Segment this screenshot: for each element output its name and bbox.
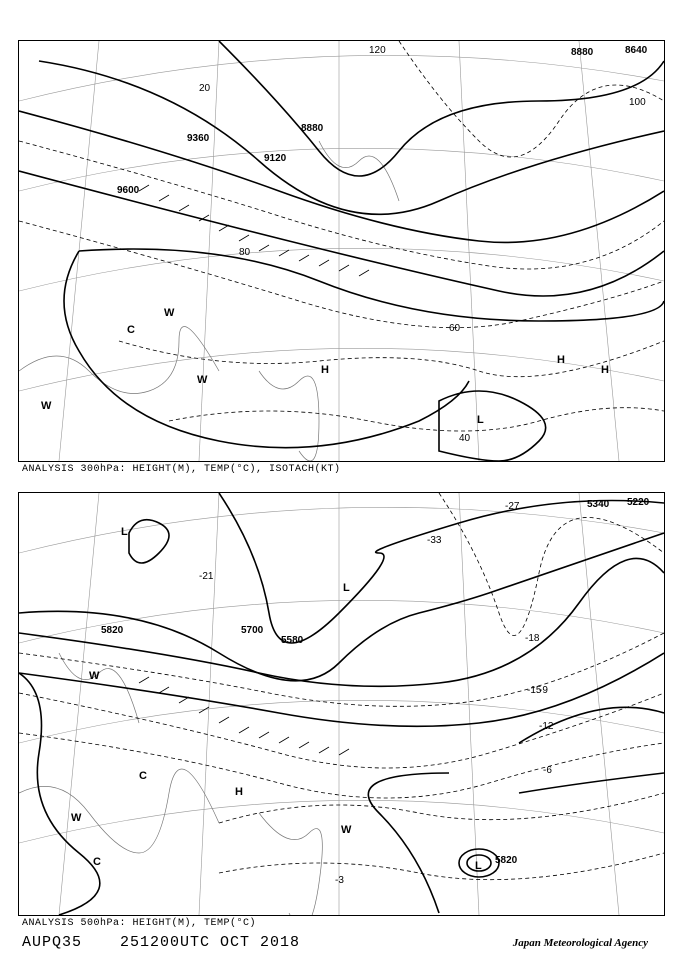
pressure-center: L: [121, 526, 128, 538]
caption-300hpa: ANALYSIS 300hPa: HEIGHT(M), TEMP(°C), ISOTACH(KT): [22, 464, 341, 475]
valid-time: 251200UTC OCT 2018: [120, 934, 301, 951]
pressure-center: C: [127, 324, 135, 336]
chart-code: AUPQ35: [22, 934, 83, 951]
pressure-center: L: [477, 414, 484, 426]
contour-label: 9360: [187, 133, 210, 144]
isotherm-label: -15: [527, 685, 542, 696]
coastline: [19, 653, 322, 915]
isotherm-label: -18: [525, 633, 540, 644]
chart-identifier: [22, 934, 328, 951]
isotach-label: 40: [459, 433, 471, 444]
contour-label: 5340: [587, 499, 610, 510]
contour-label: 9600: [117, 185, 140, 196]
isotach-label: 20: [199, 83, 211, 94]
pressure-center: W: [197, 374, 208, 386]
pressure-center: L: [343, 582, 350, 594]
map-300hpa: [18, 40, 665, 462]
isotach-label: 80: [239, 247, 251, 258]
map-300hpa-svg: [19, 41, 664, 461]
contour-label: 8880: [571, 47, 594, 58]
wind-barbs: [139, 677, 349, 755]
graticule: [19, 41, 664, 461]
map-500hpa-svg: [19, 493, 664, 915]
pressure-center: W: [164, 307, 175, 319]
contour-label: 5220: [627, 497, 650, 508]
height-contours: [19, 493, 664, 915]
caption-500hpa: ANALYSIS 500hPa: HEIGHT(M), TEMP(°C): [22, 918, 257, 929]
pressure-center: H: [235, 786, 243, 798]
pressure-center: W: [71, 812, 82, 824]
isotach-label: 120: [369, 45, 386, 56]
pressure-center: L: [475, 860, 482, 872]
isotherm-label: -33: [427, 535, 442, 546]
contour-label: 8640: [625, 45, 648, 56]
pressure-center: C: [139, 770, 147, 782]
pressure-center: H: [557, 354, 565, 366]
pressure-center: W: [41, 400, 52, 412]
contour-label: 8880: [301, 123, 324, 134]
height-contours: [19, 41, 664, 461]
isotherm-label: -27: [505, 501, 520, 512]
isotherm-label: -12: [539, 721, 554, 732]
contour-label: 9120: [264, 153, 287, 164]
isotherm-label: -3: [335, 875, 344, 886]
pressure-center: W: [89, 670, 100, 682]
isotherm-label: -9: [539, 685, 548, 696]
pressure-center: W: [341, 824, 352, 836]
contour-label: 5820: [495, 855, 518, 866]
isotherm-label: -6: [543, 765, 552, 776]
agency-name: Japan Meteorological Agency: [512, 937, 648, 949]
pressure-center: H: [601, 364, 609, 376]
contour-label: 5700: [241, 625, 264, 636]
wind-barbs: [139, 185, 369, 276]
map-500hpa: [18, 492, 665, 916]
isotach-label: 60: [449, 323, 461, 334]
contour-label: 5820: [101, 625, 124, 636]
pressure-center: H: [321, 364, 329, 376]
coastline: [19, 141, 399, 461]
isotherm-label: -21: [199, 571, 214, 582]
isotach-label: 100: [629, 97, 646, 108]
contour-label: 5580: [281, 635, 304, 646]
pressure-center: C: [93, 856, 101, 868]
graticule: [19, 493, 664, 915]
